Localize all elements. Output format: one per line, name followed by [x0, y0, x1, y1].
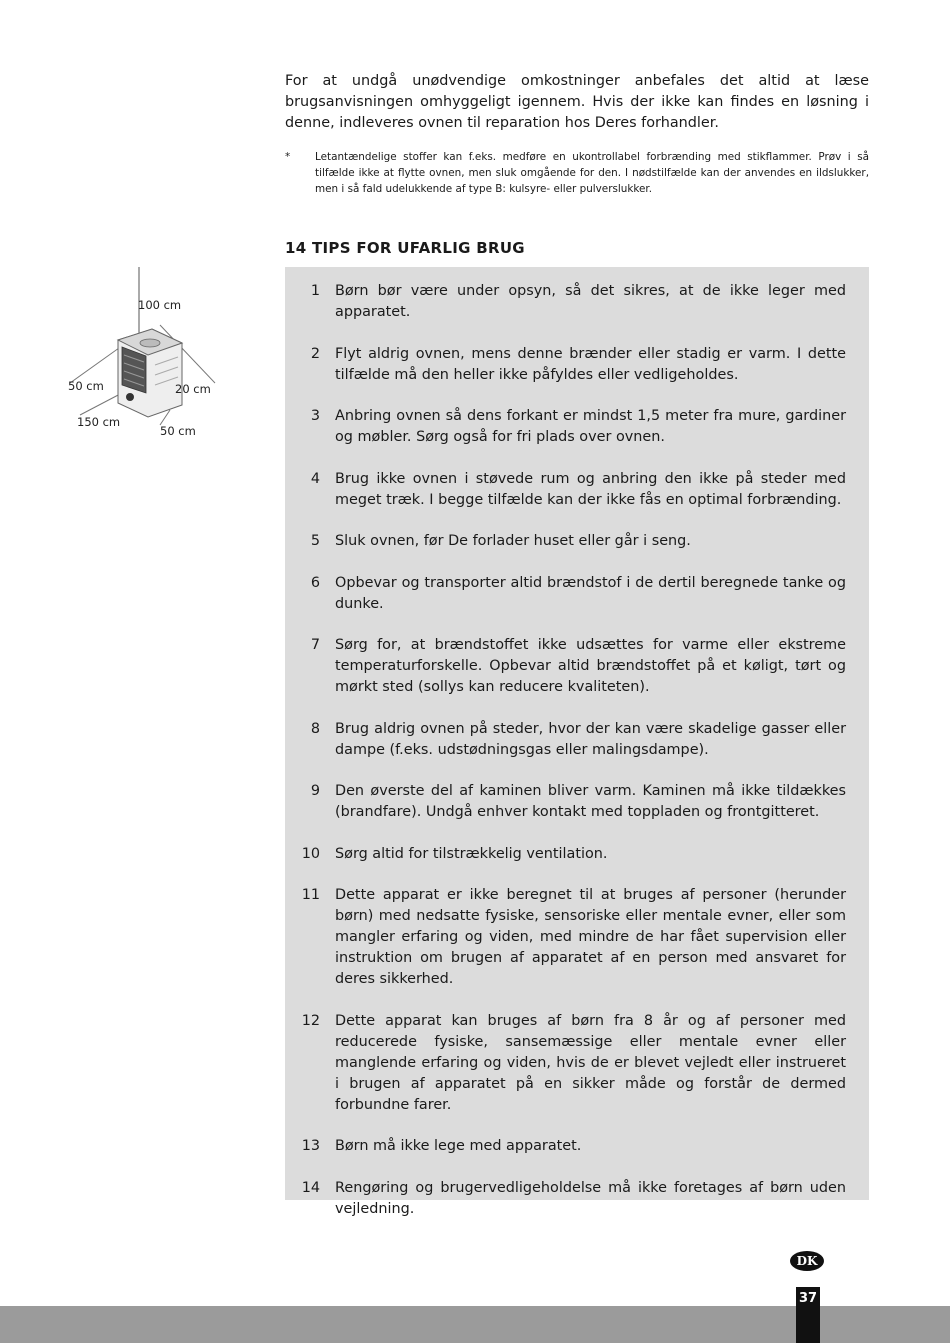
tip-item	[285, 531, 869, 552]
tip-number: 1	[310, 283, 320, 299]
tip-item	[285, 1136, 869, 1157]
tip-text: Flyt aldrig ovnen, mens denne brænder eller stadig er varm. I dette tilfælde må den heller ikke påfyldes eller vedligeholdes.	[335, 345, 846, 383]
tip-item	[285, 719, 869, 761]
tip-item	[285, 844, 869, 865]
tip-item	[285, 281, 869, 323]
label-front-clearance: 50 cm	[160, 424, 196, 438]
tip-text: Anbring ovnen så dens forkant er mindst 1,5 meter fra mure, gardiner og møbler. Sørg også for fri plads over ovnen.	[335, 408, 846, 445]
tip-number: 3	[310, 408, 320, 424]
tip-number: 8	[310, 720, 320, 737]
tip-text: Brug aldrig ovnen på steder, hvor der kan være skadelige gasser eller dampe (f.eks. udstødningsgas eller malingsdampe).	[335, 720, 846, 758]
tip-number: 14	[301, 1179, 320, 1196]
tip-number: 2	[310, 345, 320, 362]
tip-number: 5	[310, 533, 320, 549]
tip-item	[285, 344, 869, 386]
tip-item	[285, 781, 869, 823]
tips-list	[285, 281, 869, 1240]
tip-number: 11	[301, 887, 320, 903]
tips-box	[285, 267, 869, 1217]
footnote	[285, 149, 869, 197]
tip-number: 7	[310, 637, 320, 653]
tip-text: Dette apparat er ikke beregnet til at bruges af personer (herunder børn) med nedsatte fysiske, sensoriske eller mentale evner, eller som mangler erfaring og viden, med mindre de har fået supervision eller instruktion om brugen af apparatet af en person med ansvaret for deres sikkerhed.	[335, 887, 846, 987]
label-top-clearance: 100 cm	[138, 298, 182, 312]
page-number: 37	[796, 1287, 820, 1343]
tip-item	[285, 1011, 869, 1116]
tip-text: Den øverste del af kaminen bliver varm. Kaminen må ikke tildækkes (brandfare). Undgå enhver kontakt med toppladen og frontgitteret.	[335, 783, 846, 820]
label-left-clearance: 50 cm	[68, 379, 104, 393]
section-title: 14 TIPS FOR UFARLIG BRUG	[285, 239, 525, 257]
footnote-text: Letantændelige stoffer kan f.eks. medføre en ukontrollabel forbrænding med stikflammer. Prøv i så tilfælde ikke at flytte ovnen, men sluk omgående for den. I nødstilfælde kan der anvendes en ildslukker, men i så fald udelukkende af type B: kulsyre- eller pulverslukker.	[315, 151, 869, 195]
tip-number: 10	[301, 845, 320, 862]
language-badge: DK	[790, 1251, 824, 1271]
footnote-marker: *	[285, 151, 291, 163]
tip-number: 13	[301, 1138, 320, 1154]
tip-item	[285, 635, 869, 698]
tip-text: Børn må ikke lege med apparatet.	[335, 1138, 582, 1154]
tip-text: Sørg for, at brændstoffet ikke udsættes for varme eller ekstreme temperaturforskelle. Opbevar altid brændstoffet på et køligt, tørt og mørkt sted (sollys kan reducere kvaliteten).	[335, 637, 846, 695]
label-front-left-clearance: 150 cm	[77, 415, 121, 429]
tip-text: Rengøring og brugervedligeholdelse må ikke foretages af børn uden vejledning.	[335, 1179, 846, 1217]
tip-item	[285, 1178, 869, 1220]
tip-number: 9	[310, 783, 320, 799]
tip-item	[285, 469, 869, 511]
tip-text: Opbevar og transporter altid brændstof i de dertil beregnede tanke og dunke.	[335, 574, 846, 612]
tip-item	[285, 406, 869, 448]
tip-number: 6	[310, 574, 320, 591]
tip-number: 4	[310, 470, 320, 487]
tip-number: 12	[301, 1012, 320, 1029]
clearance-diagram	[60, 265, 230, 445]
tip-item	[285, 885, 869, 990]
tip-text: Sørg altid for tilstrækkelig ventilation.	[335, 845, 608, 862]
tip-text: Børn bør være under opsyn, så det sikres, at de ikke leger med apparatet.	[335, 283, 846, 320]
tip-text: Dette apparat kan bruges af børn fra 8 år og af personer med reducerede fysiske, sansemæssige eller mentale evner eller manglende erfaring og viden, hvis de er blevet vejledt eller instrueret i brugen af apparatet på en sikker måde og forstår de dermed forbundne farer.	[335, 1012, 846, 1113]
intro-paragraph: For at undgå unødvendige omkostninger anbefales det altid at læse brugsanvisningen omhyggeligt igennem. Hvis der ikke kan findes en løsning i denne, indleveres ovnen til reparation hos Deres forhandler.	[285, 73, 869, 131]
tip-text: Sluk ovnen, før De forlader huset eller går i seng.	[335, 533, 691, 549]
tip-text: Brug ikke ovnen i støvede rum og anbring den ikke på steder med meget træk. I begge tilfælde kan der ikke fås en optimal forbrænding.	[335, 470, 846, 508]
label-right-clearance: 20 cm	[175, 382, 211, 396]
tip-item	[285, 573, 869, 615]
